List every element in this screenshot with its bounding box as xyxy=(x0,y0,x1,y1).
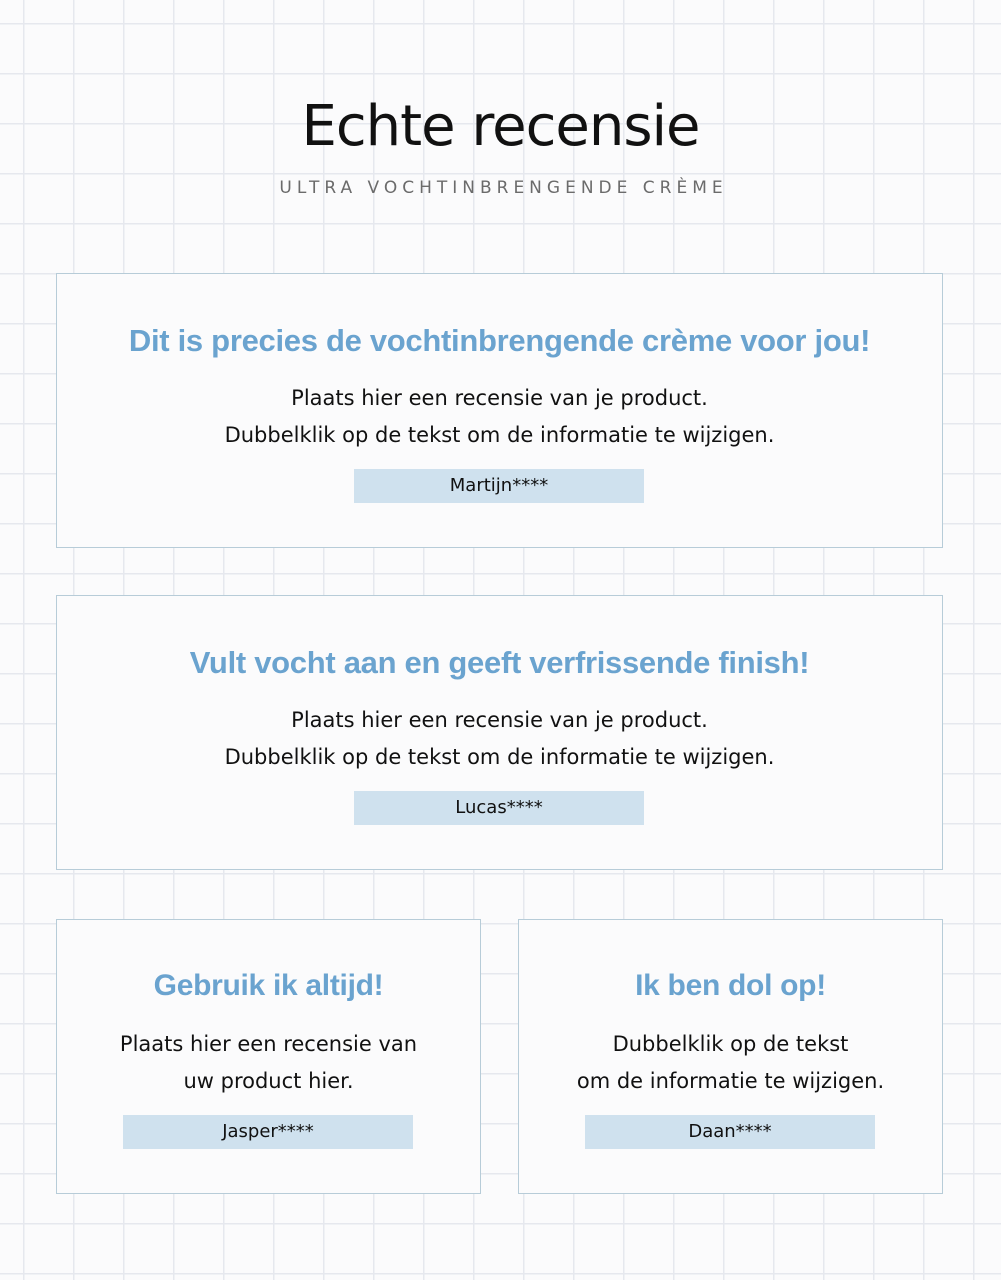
review-card xyxy=(56,595,943,870)
review-author-tag: Martijn**** xyxy=(354,469,644,503)
review-card xyxy=(56,919,481,1194)
review-text-line: Plaats hier een recensie van je product. xyxy=(291,708,708,732)
page-subtitle: ULTRA VOCHTINBRENGENDE CRÈME xyxy=(279,178,728,198)
review-text-line: Dubbelklik op de tekst xyxy=(612,1032,849,1056)
review-text-line: Plaats hier een recensie van je product. xyxy=(291,386,708,410)
review-text xyxy=(57,702,942,776)
review-heading: Gebruik ik altijd! xyxy=(153,969,384,1002)
review-text-line: Dubbelklik op de tekst om de informatie te wijzigen. xyxy=(224,745,775,769)
review-heading: Vult vocht aan en geeft verfrissende finish! xyxy=(189,645,810,680)
review-author-tag: Jasper**** xyxy=(123,1115,413,1149)
review-text xyxy=(57,1026,480,1100)
review-card xyxy=(56,273,943,548)
review-author-tag: Lucas**** xyxy=(354,791,644,825)
review-author-tag: Daan**** xyxy=(585,1115,875,1149)
review-text-line: om de informatie te wijzigen. xyxy=(576,1069,885,1093)
review-text xyxy=(519,1026,942,1100)
review-heading: Ik ben dol op! xyxy=(635,969,826,1002)
review-heading: Dit is precies de vochtinbrengende crème voor jou! xyxy=(128,323,871,358)
review-text xyxy=(57,380,942,454)
review-text-line: uw product hier. xyxy=(183,1069,354,1093)
review-text-line: Plaats hier een recensie van xyxy=(119,1032,418,1056)
page-title: Echte recensie xyxy=(301,94,700,159)
review-text-line: Dubbelklik op de tekst om de informatie te wijzigen. xyxy=(224,423,775,447)
review-card xyxy=(518,919,943,1194)
